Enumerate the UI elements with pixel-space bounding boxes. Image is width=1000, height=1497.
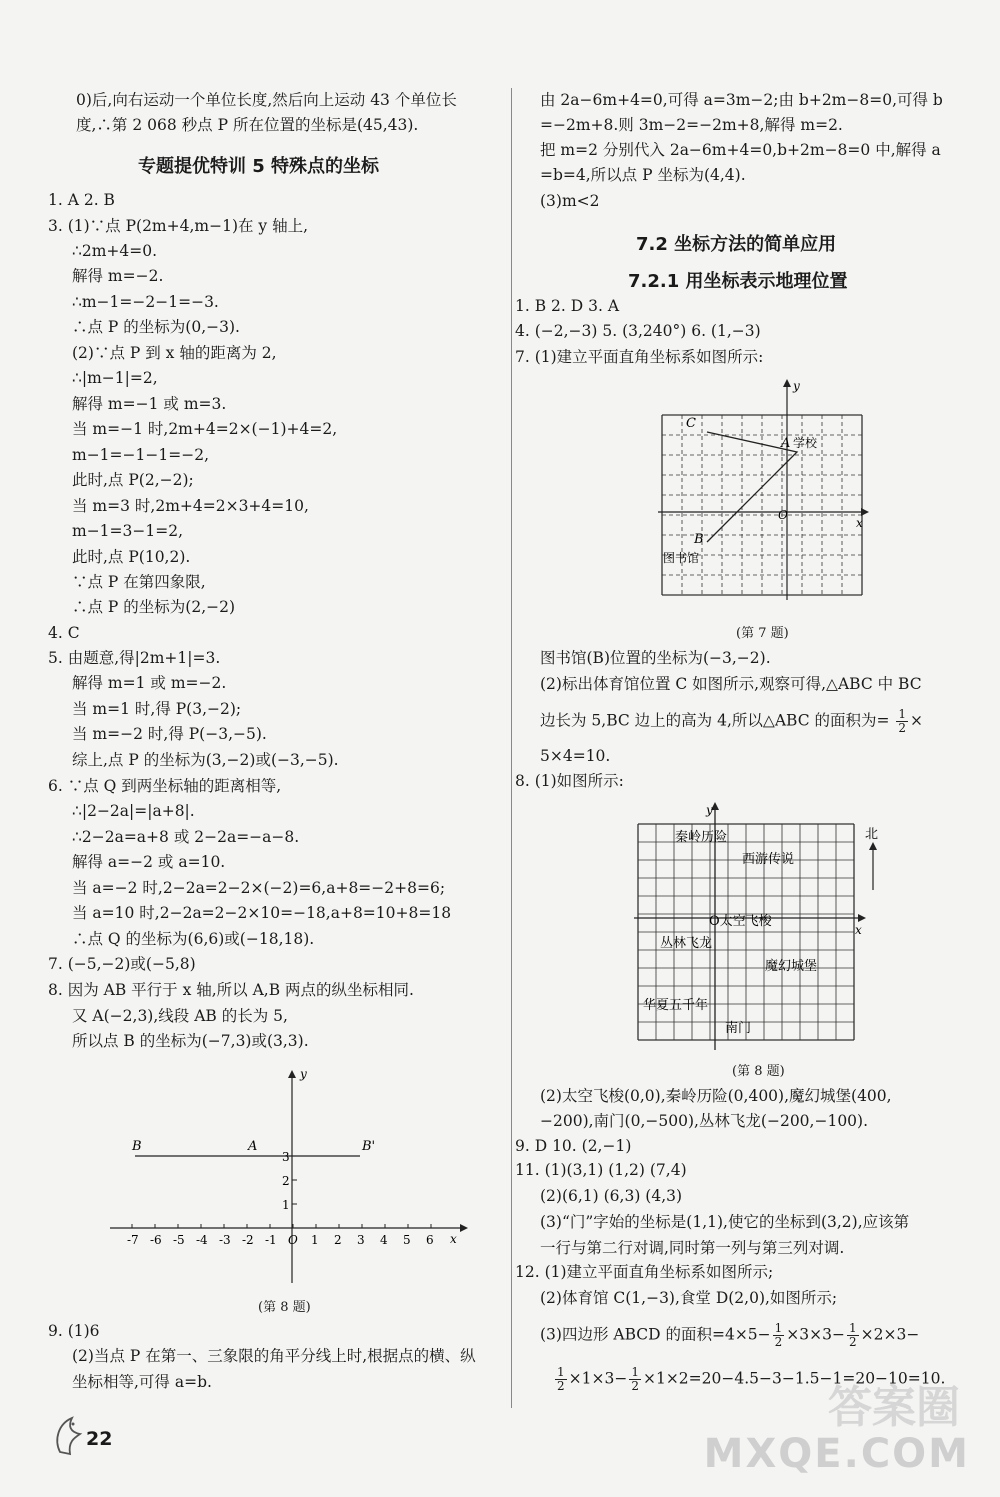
text-line: 解得 m=−1 或 m=3. bbox=[72, 395, 227, 413]
fraction-half: $\frac{1}{2}$ bbox=[631, 1365, 639, 1393]
area-formula-line-7: 边长为 5,BC 边上的高为 4,所以△ABC 的面积为= $\frac{1}{2}$ × bbox=[540, 707, 924, 735]
text-line: 度,∴第 2 068 秒点 P 所在位置的坐标是(45,43). bbox=[76, 116, 419, 134]
text-line: (2)太空飞梭(0,0),秦岭历险(0,400),魔幻城堡(400, bbox=[540, 1087, 892, 1105]
y-label: y bbox=[706, 803, 713, 817]
x-label: x bbox=[855, 923, 862, 937]
text-line: (2)体育馆 C(1,−3),食堂 D(2,0),如图所示; bbox=[540, 1289, 838, 1307]
x-tick-label: -1 bbox=[265, 1233, 277, 1247]
page-number: 22 bbox=[86, 1428, 113, 1450]
x-tick-label: -5 bbox=[173, 1233, 185, 1247]
point-b-prime-label: B' bbox=[362, 1139, 376, 1154]
column-divider bbox=[511, 88, 512, 1408]
label-b: B bbox=[694, 532, 704, 547]
north-label: 北 bbox=[865, 827, 879, 842]
text-line: 9. D 10. (2,−1) bbox=[515, 1137, 632, 1155]
map-label: 南门 bbox=[725, 1021, 752, 1036]
label-y: y bbox=[793, 379, 800, 393]
map-label: 魔幻城堡 bbox=[765, 959, 818, 974]
text-line: 8. 因为 AB 平行于 x 轴,所以 A,B 两点的纵坐标相同. bbox=[48, 981, 414, 999]
fraction-half: $\frac{1}{2}$ bbox=[774, 1321, 783, 1349]
text-line: 0)后,向右运动一个单位长度,然后向上运动 43 个单位长 bbox=[76, 91, 457, 109]
x-tick-label: 3 bbox=[357, 1233, 365, 1247]
text-line: 6. ∵点 Q 到两坐标轴的距离相等, bbox=[48, 777, 282, 795]
section-title-right: 7.2 坐标方法的简单应用 bbox=[636, 234, 837, 255]
text-line: 1. A 2. B bbox=[48, 191, 115, 209]
text-line: 综上,点 P 的坐标为(3,−2)或(−3,−5). bbox=[72, 751, 339, 769]
point-a-label: A bbox=[248, 1139, 258, 1154]
text-line: ∴点 P 的坐标为(0,−3). bbox=[72, 318, 240, 336]
x-tick-label: 5 bbox=[403, 1233, 411, 1247]
right-figure-7-grid bbox=[650, 375, 875, 610]
text-line: (3)“门”字始的坐标是(1,1),使它的坐标到(3,2),应该第 bbox=[540, 1213, 910, 1231]
text-line: 7. (−5,−2)或(−5,8) bbox=[48, 955, 196, 973]
map-label: 丛林飞龙 bbox=[660, 936, 713, 951]
text-line: −200),南门(0,−500),丛林飞龙(−200,−100). bbox=[540, 1112, 869, 1130]
text-line: (2)标出体育馆位置 C 如图所示,观察可得,△ABC 中 BC bbox=[540, 675, 922, 693]
text-line: 1. B 2. D 3. A bbox=[515, 297, 620, 315]
text-line: 解得 a=−2 或 a=10. bbox=[72, 853, 226, 871]
left-figure-8-number-line bbox=[100, 1068, 480, 1298]
text-line: 当 m=−1 时,2m+4=2×(−1)+4=2, bbox=[72, 420, 338, 438]
right-figure-8-map-grid bbox=[630, 800, 890, 1060]
right-fig8-caption: (第 8 题) bbox=[732, 1064, 785, 1079]
fraction-half: $\frac{1}{2}$ bbox=[557, 1365, 565, 1393]
text-line: (2)(6,1) (6,3) (4,3) bbox=[540, 1187, 683, 1205]
left-fig8-caption: (第 8 题) bbox=[258, 1300, 311, 1315]
text-line: 由 2a−6m+4=0,可得 a=3m−2;由 b+2m−8=0,可得 b bbox=[540, 91, 943, 109]
text-line: 一行与第二行对调,同时第一列与第三列对调. bbox=[540, 1239, 845, 1257]
y-tick-label: 1 bbox=[282, 1198, 290, 1212]
text-line: 5×4=10. bbox=[540, 747, 611, 765]
fraction-half: $\frac{1}{2}$ bbox=[848, 1321, 857, 1349]
x-tick-label: -4 bbox=[196, 1233, 208, 1247]
text-line: 当 a=−2 时,2−2a=2−2×(−2)=6,a+8=−2+8=6; bbox=[72, 879, 446, 897]
text-line: ∴2m+4=0. bbox=[72, 242, 158, 260]
fraction-half: $\frac{1}{2}$ bbox=[898, 707, 907, 735]
text-line: 当 m=−2 时,得 P(−3,−5). bbox=[72, 725, 267, 743]
text-line: m−1=3−1=2, bbox=[72, 522, 184, 540]
text-line: =−2m+8.则 3m−2=−2m+8,解得 m=2. bbox=[540, 116, 843, 134]
point-b-label: B bbox=[132, 1139, 142, 1154]
map-label: 华夏五千年 bbox=[643, 998, 709, 1013]
x-tick-label: -3 bbox=[219, 1233, 231, 1247]
dolphin-logo-icon bbox=[52, 1412, 88, 1458]
text-line: ∴|m−1|=2, bbox=[72, 369, 158, 387]
text-line: 坐标相等,可得 a=b. bbox=[72, 1373, 212, 1391]
text-line: 3. (1)∵点 P(2m+4,m−1)在 y 轴上, bbox=[48, 217, 309, 235]
map-label: 秦岭历险 bbox=[675, 830, 728, 845]
text-line: 此时,点 P(10,2). bbox=[72, 548, 191, 566]
right-fig7-caption: (第 7 题) bbox=[736, 626, 789, 641]
text-line: 5. 由题意,得|2m+1|=3. bbox=[48, 649, 221, 667]
text-line: 此时,点 P(2,−2); bbox=[72, 471, 194, 489]
text-line: 4. C bbox=[48, 624, 80, 642]
text-line: ∴点 Q 的坐标为(6,6)或(−18,18). bbox=[72, 930, 315, 948]
label-library: 图书馆 bbox=[663, 551, 700, 565]
text-line: 11. (1)(3,1) (1,2) (7,4) bbox=[515, 1161, 687, 1179]
subsection-title-right: 7.2.1 用坐标表示地理位置 bbox=[628, 271, 848, 292]
text-line: 8. (1)如图所示: bbox=[515, 772, 624, 790]
text-line: ∴2−2a=a+8 或 2−2a=−a−8. bbox=[72, 828, 300, 846]
section-title-left: 专题提优特训 5 特殊点的坐标 bbox=[138, 156, 380, 177]
text-line: 9. (1)6 bbox=[48, 1322, 100, 1340]
x-tick-label: O bbox=[288, 1233, 298, 1247]
area-formula-line-12b: $\frac{1}{2}$ ×1×3− $\frac{1}{2}$ ×1×2=20−4.5−3−1.5−1=20−10=10. bbox=[557, 1365, 946, 1393]
x-axis-label: x bbox=[450, 1232, 457, 1246]
text-line: ∴点 P 的坐标为(2,−2) bbox=[72, 598, 236, 616]
label-a: A bbox=[781, 436, 791, 451]
text-line: 解得 m=1 或 m=−2. bbox=[72, 674, 227, 692]
x-tick-label: 2 bbox=[334, 1233, 342, 1247]
watermark-url: MXQE.COM bbox=[703, 1431, 970, 1477]
x-tick-label: -6 bbox=[150, 1233, 162, 1247]
text-line: ∴|2−2a|=|a+8|. bbox=[72, 802, 195, 820]
text-line: (2)∵点 P 到 x 轴的距离为 2, bbox=[72, 344, 277, 362]
text-line: 7. (1)建立平面直角坐标系如图所示: bbox=[515, 348, 764, 366]
x-tick-label: 1 bbox=[311, 1233, 319, 1247]
x-tick-label: 4 bbox=[380, 1233, 388, 1247]
text-line: 解得 m=−2. bbox=[72, 267, 164, 285]
text-line: 把 m=2 分别代入 2a−6m+4=0,b+2m−8=0 中,解得 a bbox=[540, 141, 941, 159]
text-line: 12. (1)建立平面直角坐标系如图所示; bbox=[515, 1263, 774, 1281]
y-tick-label: 2 bbox=[282, 1174, 290, 1188]
map-label: O太空飞梭 bbox=[709, 914, 772, 929]
text-line: 当 a=10 时,2−2a=2−2×10=−18,a+8=10+8=18 bbox=[72, 904, 452, 922]
text-line: 又 A(−2,3),线段 AB 的长为 5, bbox=[72, 1007, 288, 1025]
x-tick-label: -2 bbox=[242, 1233, 254, 1247]
y-tick-label: 3 bbox=[282, 1150, 290, 1164]
y-axis-label: y bbox=[300, 1068, 307, 1081]
text-line: m−1=−1−1=−2, bbox=[72, 446, 209, 464]
text-line: (2)当点 P 在第一、三象限的角平分线上时,根据点的横、纵 bbox=[72, 1347, 476, 1365]
text-line: 4. (−2,−3) 5. (3,240°) 6. (1,−3) bbox=[515, 322, 761, 340]
text-line: ∵点 P 在第四象限, bbox=[72, 573, 206, 591]
text-line: 所以点 B 的坐标为(−7,3)或(3,3). bbox=[72, 1032, 309, 1050]
text-line: 当 m=3 时,2m+4=2×3+4=10, bbox=[72, 497, 309, 515]
text-line: 当 m=1 时,得 P(3,−2); bbox=[72, 700, 242, 718]
x-tick-label: -7 bbox=[127, 1233, 139, 1247]
text-line: (3)m<2 bbox=[540, 192, 600, 210]
area-formula-line-12a: (3)四边形 ABCD 的面积=4×5− $\frac{1}{2}$ ×3×3− $\frac{1}{2}$ ×2×3− bbox=[540, 1321, 920, 1349]
text-line: =b=4,所以点 P 坐标为(4,4). bbox=[540, 166, 746, 184]
label-o: O bbox=[778, 508, 788, 522]
label-school: 学校 bbox=[793, 436, 818, 450]
text-line: 图书馆(B)位置的坐标为(−3,−2). bbox=[540, 649, 771, 667]
label-x: x bbox=[856, 516, 863, 530]
label-c: C bbox=[686, 416, 696, 431]
text-line: ∴m−1=−2−1=−3. bbox=[72, 293, 219, 311]
map-label: 西游传说 bbox=[742, 852, 795, 867]
watermark-logo: 答案圈 bbox=[828, 1382, 960, 1433]
x-tick-label: 6 bbox=[426, 1233, 434, 1247]
